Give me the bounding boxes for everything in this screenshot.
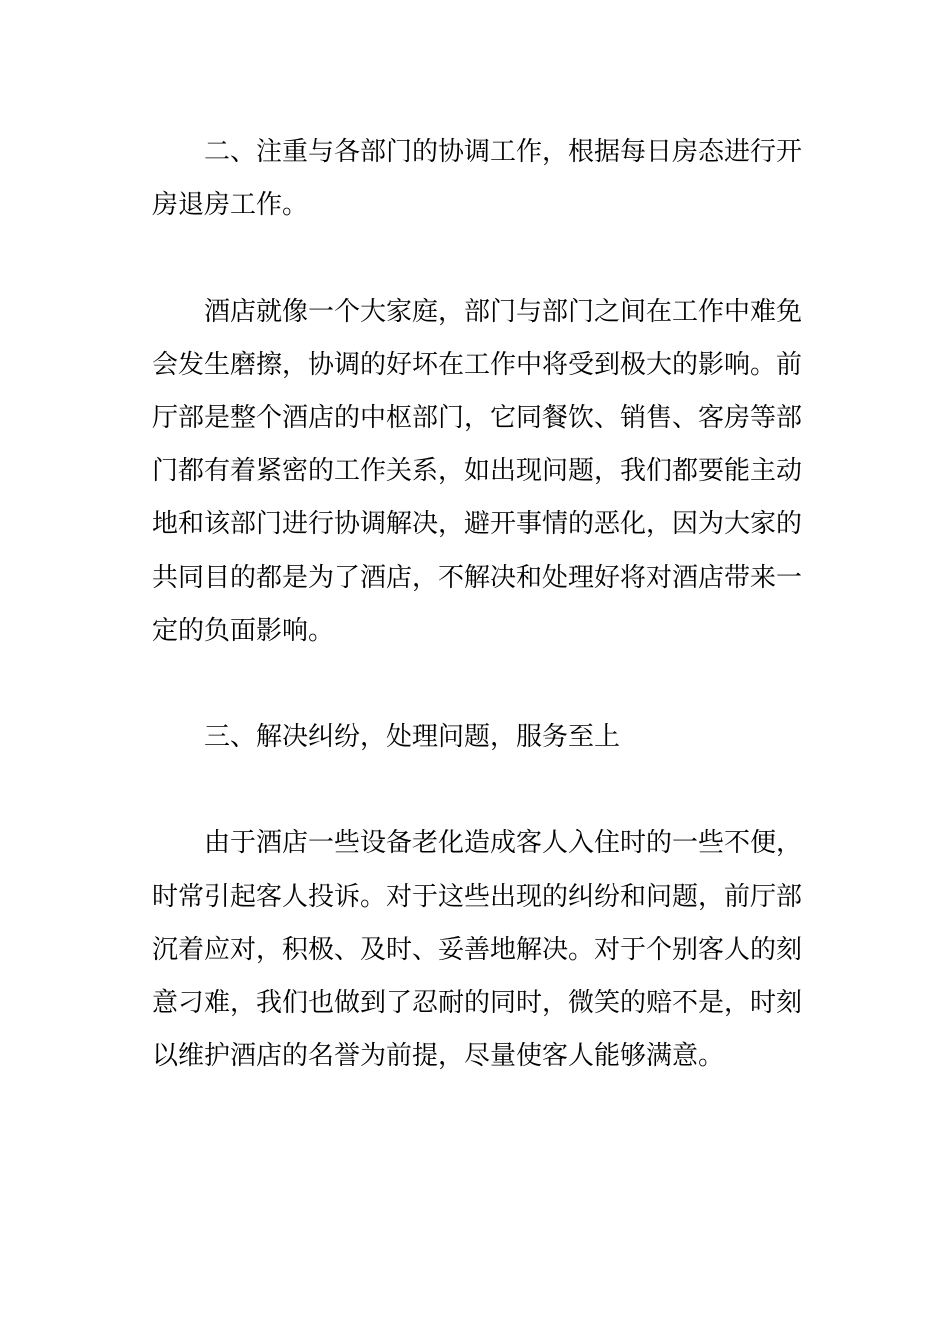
- paragraph-line: 意刁难，我们也做到了忍耐的同时，微笑的赔不是，时刻: [152, 988, 803, 1018]
- paragraph-hotel-family: [152, 286, 803, 658]
- paragraph-line: 房退房工作。: [152, 190, 309, 221]
- paragraph-line: 二、注重与各部门的协调工作，根据每日房态进行开: [204, 137, 803, 167]
- paragraph-line: 酒店就像一个大家庭，部门与部门之间在工作中难免: [204, 296, 803, 327]
- paragraph-line: 会发生磨擦，协调的好坏在工作中将受到极大的影响。前: [152, 349, 803, 380]
- paragraph-line: 地和该部门进行协调解决，避开事情的恶化，因为大家的: [152, 509, 803, 540]
- document-body: [152, 126, 803, 1083]
- paragraph-line: 由于酒店一些设备老化造成客人入住时的一些不便，: [204, 828, 803, 859]
- paragraph-line: 以维护酒店的名誉为前提，尽量使客人能够满意。: [152, 1041, 725, 1072]
- paragraph-line: 共同目的都是为了酒店，不解决和处理好将对酒店带来一: [152, 562, 803, 593]
- paragraph-line: 门都有着紧密的工作关系，如出现问题，我们都要能主动: [152, 456, 803, 487]
- paragraph-line: 三、解决纠纷，处理问题，服务至上: [204, 722, 621, 753]
- paragraph-coordination-heading: [152, 126, 803, 232]
- paragraph-line: 沉着应对，积极、及时、妥善地解决。对于个别客人的刻: [152, 934, 803, 965]
- paragraph-line: 时常引起客人投诉。对于这些出现的纠纷和问题，前厅部: [152, 881, 803, 912]
- paragraph-line: 厅部是整个酒店的中枢部门，它同餐饮、销售、客房等部: [152, 402, 803, 433]
- paragraph-line: 定的负面影响。: [152, 615, 335, 646]
- paragraph-equipment-complaints: [152, 817, 803, 1083]
- paragraph-disputes-heading: [152, 711, 792, 764]
